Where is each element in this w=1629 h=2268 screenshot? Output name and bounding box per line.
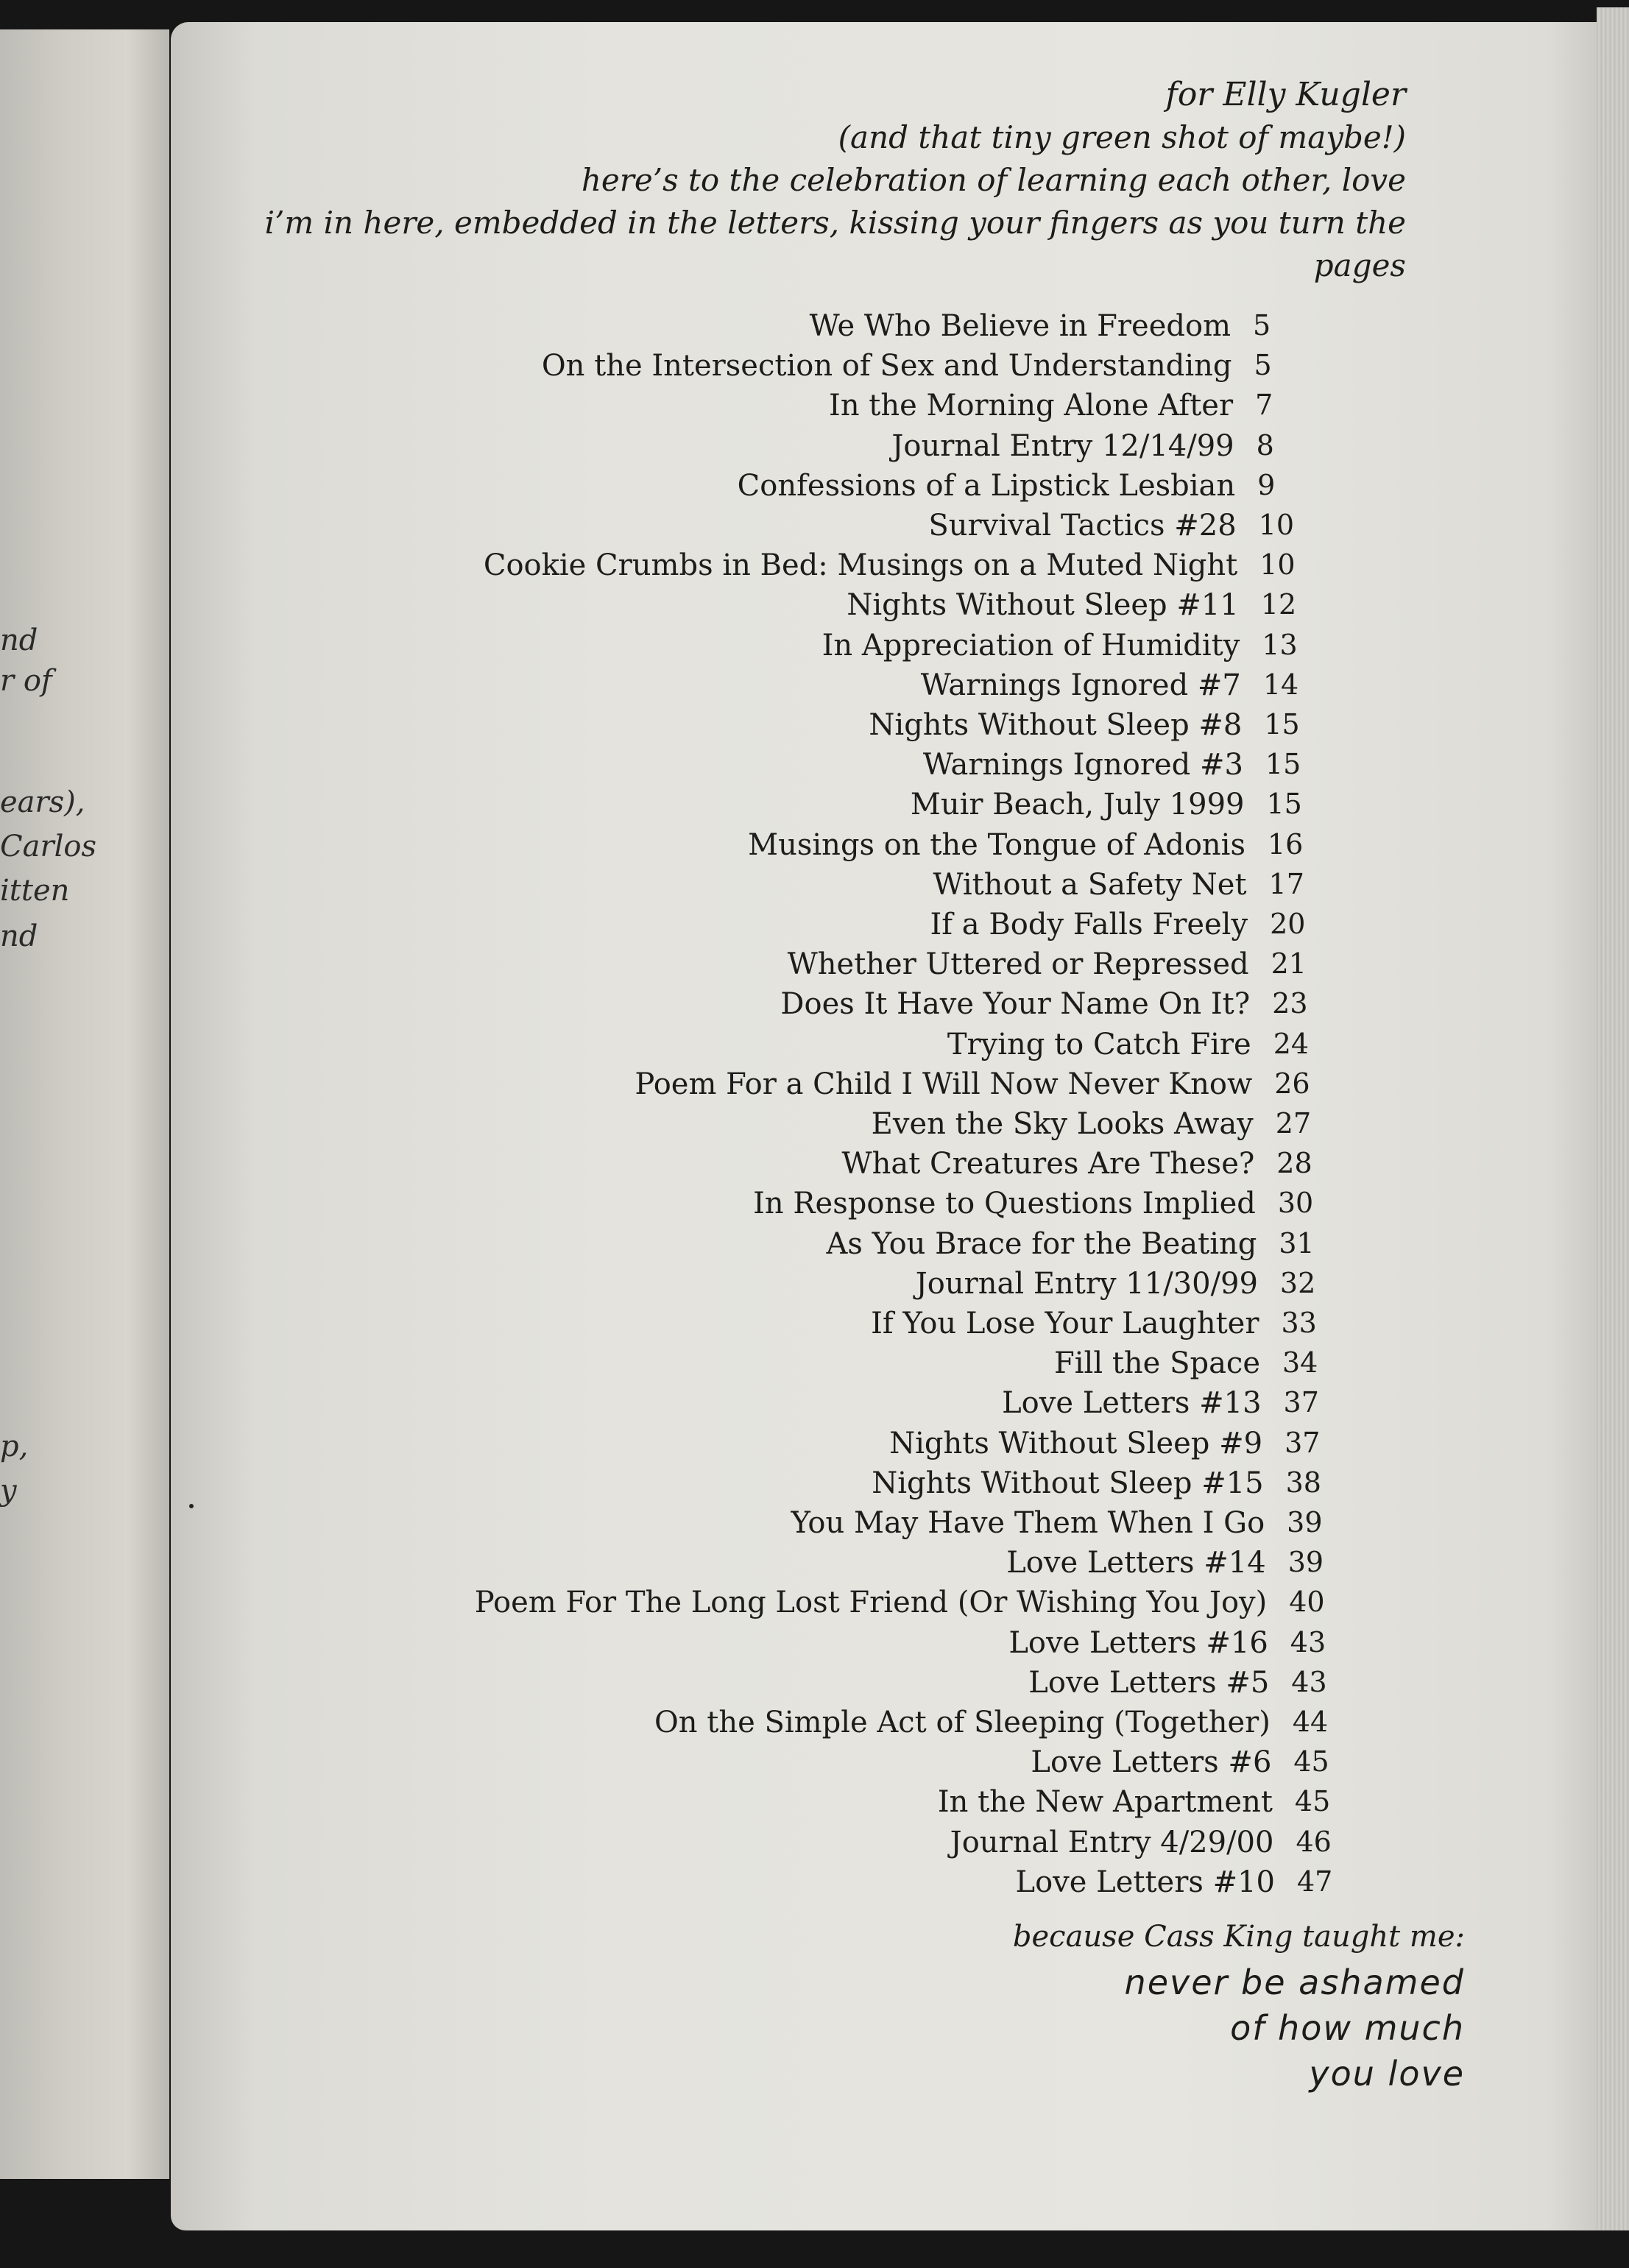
toc-entry-page: 15	[1264, 708, 1300, 741]
toc-entry-title: Nights Without Sleep #11	[847, 588, 1239, 623]
toc-entry-page: 30	[1277, 1187, 1314, 1220]
left-page-text-fragment: y	[0, 1474, 17, 1508]
toc-entry-page: 26	[1274, 1067, 1310, 1100]
toc-entry-title: Trying to Catch Fire	[947, 1027, 1251, 1061]
toc-entry-title: Love Letters #10	[1015, 1865, 1275, 1899]
toc-entry-title: Musings on the Tongue of Adonis	[748, 827, 1245, 862]
toc-entry-title: Cookie Crumbs in Bed: Musings on a Muted Night	[483, 548, 1238, 583]
toc-entry-page: 21	[1271, 947, 1307, 981]
toc-entry	[450, 1666, 1363, 1707]
toc-entry-page: 39	[1287, 1546, 1324, 1579]
toc-entry-title: Even the Sky Looks Away	[871, 1107, 1254, 1141]
toc-entry	[450, 429, 1363, 470]
toc-entry-page: 47	[1297, 1865, 1333, 1898]
toc-entry-title: Journal Entry 12/14/99	[891, 428, 1234, 463]
toc-entry-page: 32	[1279, 1266, 1316, 1299]
toc-entry-page: 27	[1275, 1107, 1312, 1140]
toc-entry	[450, 1785, 1363, 1826]
toc-entry-title: Does It Have Your Name On It?	[780, 987, 1251, 1022]
toc-entry-page: 37	[1285, 1426, 1321, 1459]
toc-entry-title: Fill the Space	[1054, 1346, 1260, 1381]
toc-entry	[450, 1187, 1363, 1228]
toc-entry-title: On the Simple Act of Sleeping (Together)	[654, 1706, 1271, 1739]
toc-entry	[450, 469, 1363, 510]
toc-entry	[450, 509, 1363, 550]
toc-entry	[450, 748, 1363, 789]
toc-entry-title: Nights Without Sleep #8	[869, 708, 1243, 742]
toc-entry	[450, 1626, 1363, 1667]
ink-dot	[189, 1504, 194, 1508]
toc-entry-page: 44	[1292, 1706, 1329, 1738]
toc-entry-page: 43	[1291, 1665, 1327, 1698]
toc-entry-title: On the Intersection of Sex and Understanding	[541, 349, 1232, 384]
toc-entry-title: Love Letters #6	[1031, 1745, 1272, 1780]
toc-entry-title: What Creatures Are These?	[841, 1147, 1255, 1181]
toc-entry-title: Journal Entry 4/29/00	[950, 1825, 1274, 1859]
toc-entry	[450, 588, 1363, 629]
dedication-line: here’s to the celebration of learning each other, love	[581, 162, 1406, 198]
left-page-text-fragment: r of	[0, 664, 52, 698]
toc-entry-page: 13	[1262, 628, 1298, 661]
toc-entry-title: You May Have Them When I Go	[791, 1506, 1265, 1540]
toc-entry-title: As You Brace for the Beating	[826, 1226, 1257, 1261]
toc-entry	[450, 1346, 1363, 1388]
toc-entry	[450, 1107, 1363, 1148]
toc-entry-page: 45	[1293, 1745, 1329, 1778]
toc-entry-page: 12	[1260, 588, 1297, 621]
left-page-text-fragment: p,	[0, 1430, 29, 1463]
toc-entry	[450, 868, 1363, 909]
toc-entry-title: Confessions of a Lipstick Lesbian	[737, 468, 1236, 503]
toc-entry-page: 10	[1258, 509, 1295, 541]
toc-entry	[450, 1147, 1363, 1188]
toc-entry-title: Nights Without Sleep #9	[889, 1426, 1263, 1460]
toc-entry	[450, 349, 1363, 390]
toc-entry	[450, 629, 1363, 670]
book-page	[171, 22, 1605, 2230]
toc-entry-page: 31	[1279, 1226, 1315, 1260]
page-edges	[1597, 7, 1629, 2230]
dedication	[171, 74, 1406, 287]
toc-entry-title: Whether Uttered or Repressed	[787, 947, 1249, 982]
dedication-line: for Elly Kugler	[1165, 76, 1406, 113]
closing-quote	[1013, 1914, 1465, 2096]
toc-entry	[450, 828, 1363, 869]
toc-entry	[450, 389, 1363, 430]
toc-entry-page: 45	[1294, 1785, 1331, 1818]
toc-entry-page: 43	[1290, 1625, 1326, 1658]
toc-entry-page: 40	[1289, 1586, 1325, 1619]
toc-entry-title: Warnings Ignored #7	[920, 668, 1241, 702]
toc-entry-page: 38	[1285, 1466, 1321, 1499]
toc-entry	[450, 1546, 1363, 1587]
toc-entry-title: Love Letters #13	[1002, 1386, 1262, 1421]
toc-entry-title: Without a Safety Net	[933, 867, 1247, 902]
toc-entry-page: 9	[1257, 468, 1276, 501]
toc-entry	[450, 708, 1363, 749]
toc-entry	[450, 1307, 1363, 1348]
toc-entry	[450, 309, 1363, 350]
toc-entry	[450, 1745, 1363, 1787]
toc-entry-page: 34	[1282, 1346, 1318, 1379]
toc-entry	[450, 548, 1363, 590]
toc-entry	[450, 1865, 1363, 1907]
toc-entry-page: 10	[1259, 548, 1296, 582]
left-page-text-fragment: nd	[0, 919, 38, 953]
closing-line: because Cass King taught me:	[1012, 1920, 1465, 1954]
toc-entry	[450, 1466, 1363, 1508]
toc-entry-title: Poem For The Long Lost Friend (Or Wishing You Joy)	[474, 1586, 1268, 1620]
toc-entry	[450, 1028, 1363, 1069]
toc-entry	[450, 1267, 1363, 1308]
toc-entry-page: 24	[1273, 1027, 1310, 1060]
toc-entry	[450, 1067, 1363, 1109]
toc-entry-title: In the New Apartment	[937, 1785, 1273, 1820]
toc-entry-page: 39	[1287, 1506, 1323, 1539]
toc-entry-title: Love Letters #14	[1006, 1546, 1266, 1580]
toc-entry	[450, 1706, 1363, 1747]
toc-entry	[450, 1386, 1363, 1427]
toc-entry-page: 5	[1254, 349, 1272, 382]
toc-entry-page: 15	[1266, 788, 1302, 821]
toc-entry	[450, 668, 1363, 710]
toc-entry-title: Love Letters #16	[1008, 1625, 1268, 1660]
toc-entry-page: 16	[1268, 827, 1304, 861]
toc-entry-page: 37	[1283, 1386, 1319, 1419]
left-page-text-fragment: ears),	[0, 785, 85, 819]
toc-entry	[450, 987, 1363, 1028]
toc-entry-page: 20	[1270, 908, 1306, 940]
toc-entry-page: 5	[1253, 309, 1271, 342]
toc-entry-page: 33	[1281, 1307, 1317, 1339]
toc-entry	[450, 1826, 1363, 1867]
toc-entry	[450, 788, 1363, 829]
left-page-text-fragment: Carlos	[0, 830, 96, 863]
toc-entry-title: Journal Entry 11/30/99	[915, 1266, 1258, 1301]
closing-line: never be ashamed	[1124, 1963, 1465, 2002]
toc-entry-title: In Appreciation of Humidity	[821, 628, 1240, 663]
closing-line: you love	[1309, 2054, 1465, 2094]
toc-entry-page: 46	[1296, 1825, 1332, 1858]
left-page-text-fragment: itten	[0, 874, 70, 908]
toc-entry-page: 7	[1255, 389, 1273, 422]
left-page	[0, 29, 169, 2179]
toc-entry-page: 14	[1262, 668, 1299, 701]
toc-entry-title: We Who Believe in Freedom	[809, 309, 1231, 343]
toc-entry-page: 17	[1268, 867, 1304, 900]
toc-entry-title: In Response to Questions Implied	[753, 1187, 1256, 1221]
toc-entry	[450, 1506, 1363, 1547]
toc-entry-title: Survival Tactics #28	[928, 509, 1237, 543]
toc-entry-page: 28	[1276, 1147, 1312, 1180]
toc-entry-title: Love Letters #5	[1028, 1665, 1270, 1700]
toc-entry	[450, 947, 1363, 989]
toc-entry-title: Nights Without Sleep #15	[872, 1466, 1264, 1500]
dedication-line: (and that tiny green shot of maybe!)	[838, 119, 1406, 155]
toc-entry-page: 8	[1256, 428, 1274, 462]
toc-entry-title: In the Morning Alone After	[829, 389, 1234, 423]
left-page-text-fragment: nd	[0, 623, 38, 657]
toc-entry	[450, 1227, 1363, 1268]
toc-entry-title: Poem For a Child I Will Now Never Know	[635, 1067, 1253, 1101]
toc-entry	[450, 1427, 1363, 1468]
closing-line: of how much	[1230, 2008, 1465, 2048]
dedication-line: i’m in here, embedded in the letters, kissing your fingers as you turn the pages	[264, 205, 1406, 283]
toc-entry-title: If You Lose Your Laughter	[871, 1307, 1259, 1340]
toc-entry-title: Warnings Ignored #3	[922, 748, 1243, 783]
toc-entry	[450, 1586, 1363, 1627]
toc-entry-page: 15	[1265, 748, 1301, 781]
toc-entry-page: 23	[1272, 987, 1308, 1020]
toc-entry	[450, 908, 1363, 949]
toc-entry-title: If a Body Falls Freely	[930, 908, 1248, 942]
toc-entry-title: Muir Beach, July 1999	[910, 788, 1245, 822]
